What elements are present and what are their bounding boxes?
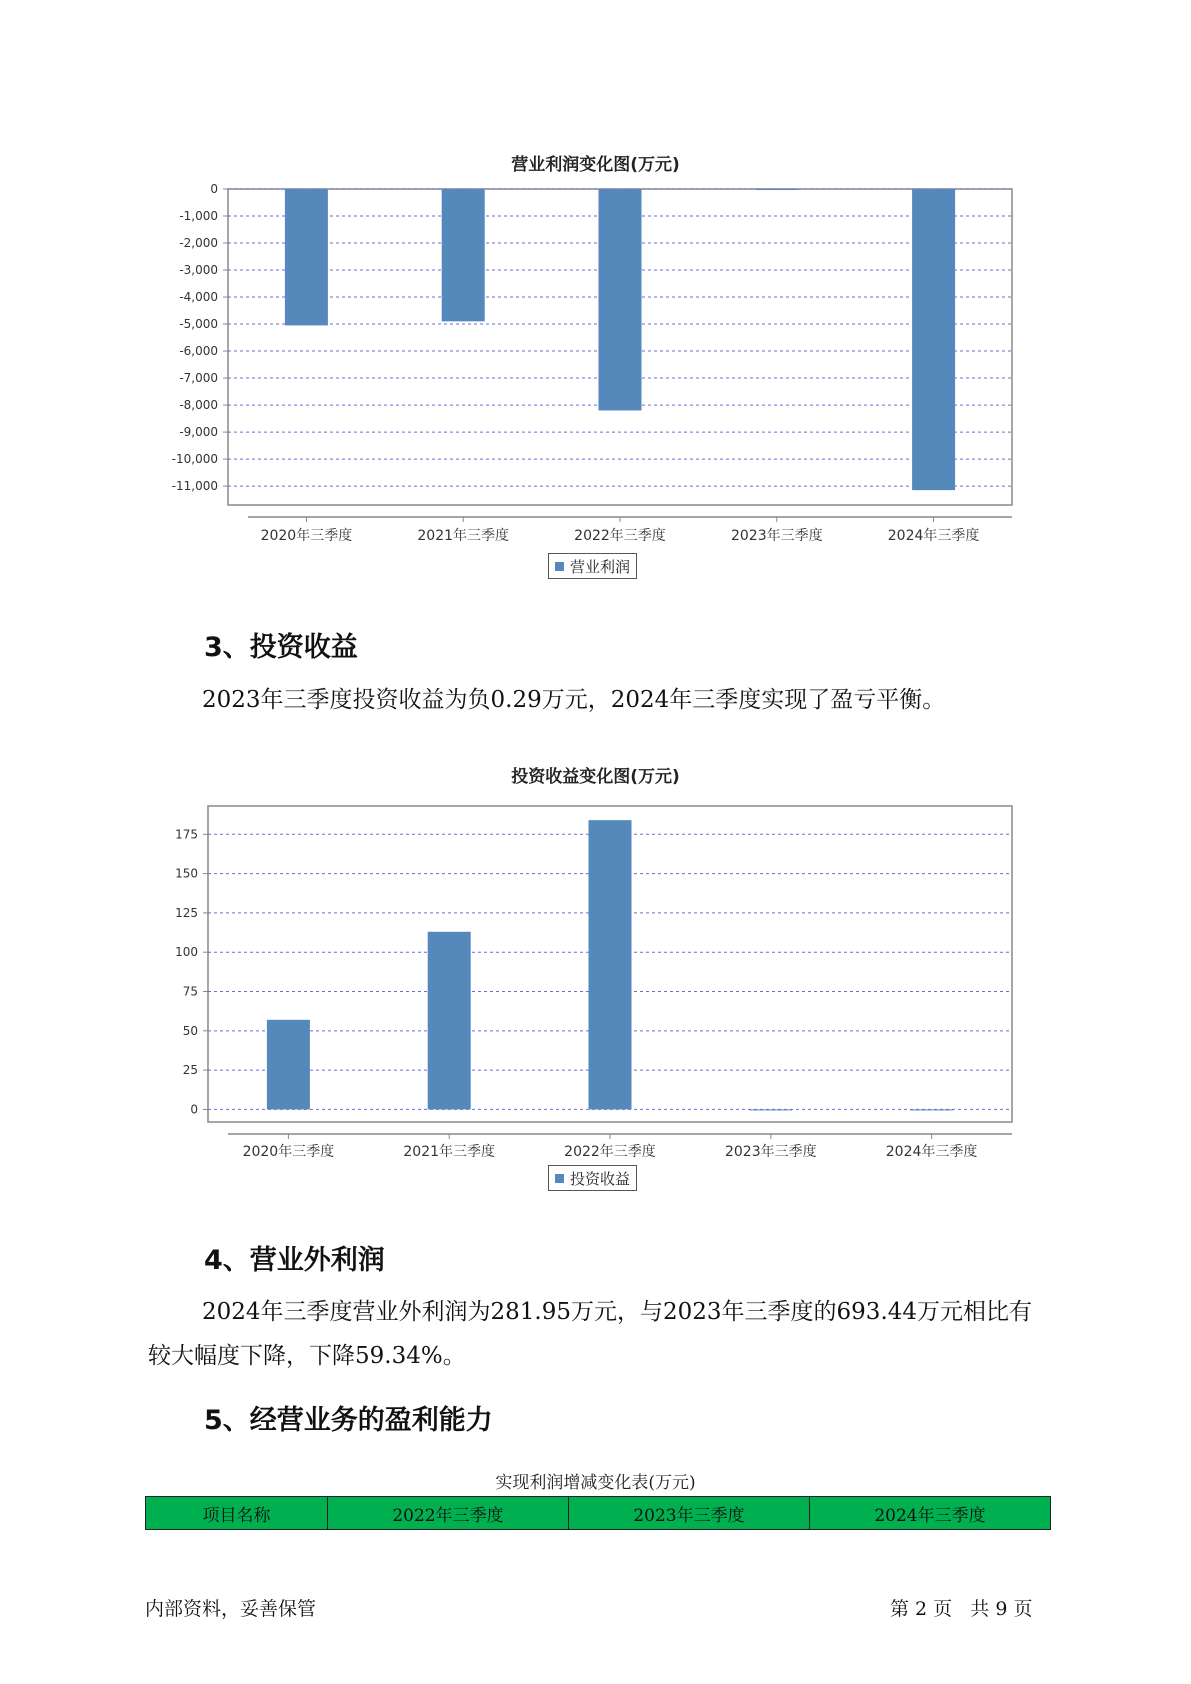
section3-heading: 3、投资收益: [204, 632, 358, 663]
bar: [910, 1109, 953, 1110]
profit-change-table: [145, 1496, 1051, 1530]
chart2-legend: [548, 1165, 637, 1191]
bar: [749, 1109, 792, 1110]
chart1-legend-label: 营业利润: [570, 557, 631, 576]
y-tick-label: 75: [182, 984, 198, 999]
section4-heading: 4、营业外利润: [204, 1245, 385, 1276]
y-tick-label: -10,000: [171, 452, 218, 467]
y-tick-label: -9,000: [179, 425, 218, 440]
legend-swatch: [555, 1174, 564, 1183]
y-tick-label: 25: [182, 1063, 198, 1078]
footer-page-number: 第 2 页 共 9 页: [890, 1598, 1033, 1620]
x-tick-label: 2021年三季度: [403, 1144, 496, 1160]
x-tick-label: 2022年三季度: [574, 528, 666, 544]
x-tick-label: 2022年三季度: [564, 1144, 656, 1160]
table-header-cell: 2022年三季度: [328, 1497, 569, 1530]
x-tick-label: 2020年三季度: [242, 1144, 335, 1160]
x-tick-label: 2020年三季度: [260, 528, 353, 544]
chart1-title: 营业利润变化图(万元): [511, 155, 680, 175]
y-tick-label: 0: [210, 182, 218, 196]
table-header-cell: 项目名称: [146, 1497, 328, 1530]
section3-text: 2023年三季度投资收益为负0.29万元，2024年三季度实现了盈亏平衡。: [202, 687, 946, 713]
y-tick-label: -1,000: [179, 209, 218, 224]
chart2-title: 投资收益变化图(万元): [511, 767, 680, 787]
table-header-cell: 2023年三季度: [569, 1497, 810, 1530]
y-tick-label: -11,000: [171, 479, 218, 494]
y-tick-label: -4,000: [179, 290, 218, 305]
x-tick-label: 2024年三季度: [887, 528, 980, 544]
bar: [589, 820, 632, 1109]
y-tick-label: 125: [175, 905, 198, 920]
y-tick-label: -2,000: [179, 236, 218, 251]
chart2-legend-label: 投资收益: [570, 1169, 631, 1188]
y-tick-label: -7,000: [179, 371, 218, 386]
x-tick-label: 2024年三季度: [885, 1144, 978, 1160]
y-tick-label: -8,000: [179, 398, 218, 413]
footer-confidential: 内部资料，妥善保管: [145, 1598, 317, 1620]
table-header-row: [146, 1497, 1051, 1530]
table-header-cell: 2024年三季度: [810, 1497, 1051, 1530]
section4-text: 2024年三季度营业外利润为281.95万元，与2023年三季度的693.44万元相比有较大幅度下降，下降59.34%。: [148, 1299, 1033, 1369]
bar: [428, 932, 471, 1110]
y-tick-label: 0: [190, 1102, 198, 1117]
x-tick-label: 2021年三季度: [417, 528, 510, 544]
bar: [267, 1020, 310, 1110]
table-caption: 实现利润增减变化表(万元): [495, 1473, 696, 1493]
y-tick-label: 100: [175, 945, 198, 960]
x-tick-label: 2023年三季度: [730, 528, 823, 544]
y-tick-label: 150: [175, 866, 198, 881]
section5-heading: 5、经营业务的盈利能力: [204, 1405, 493, 1436]
y-tick-label: -5,000: [179, 317, 218, 332]
x-tick-label: 2023年三季度: [724, 1144, 817, 1160]
y-tick-label: -3,000: [179, 263, 218, 278]
y-tick-label: 175: [175, 827, 198, 842]
y-tick-label: -6,000: [179, 344, 218, 359]
y-tick-label: 50: [182, 1023, 198, 1038]
